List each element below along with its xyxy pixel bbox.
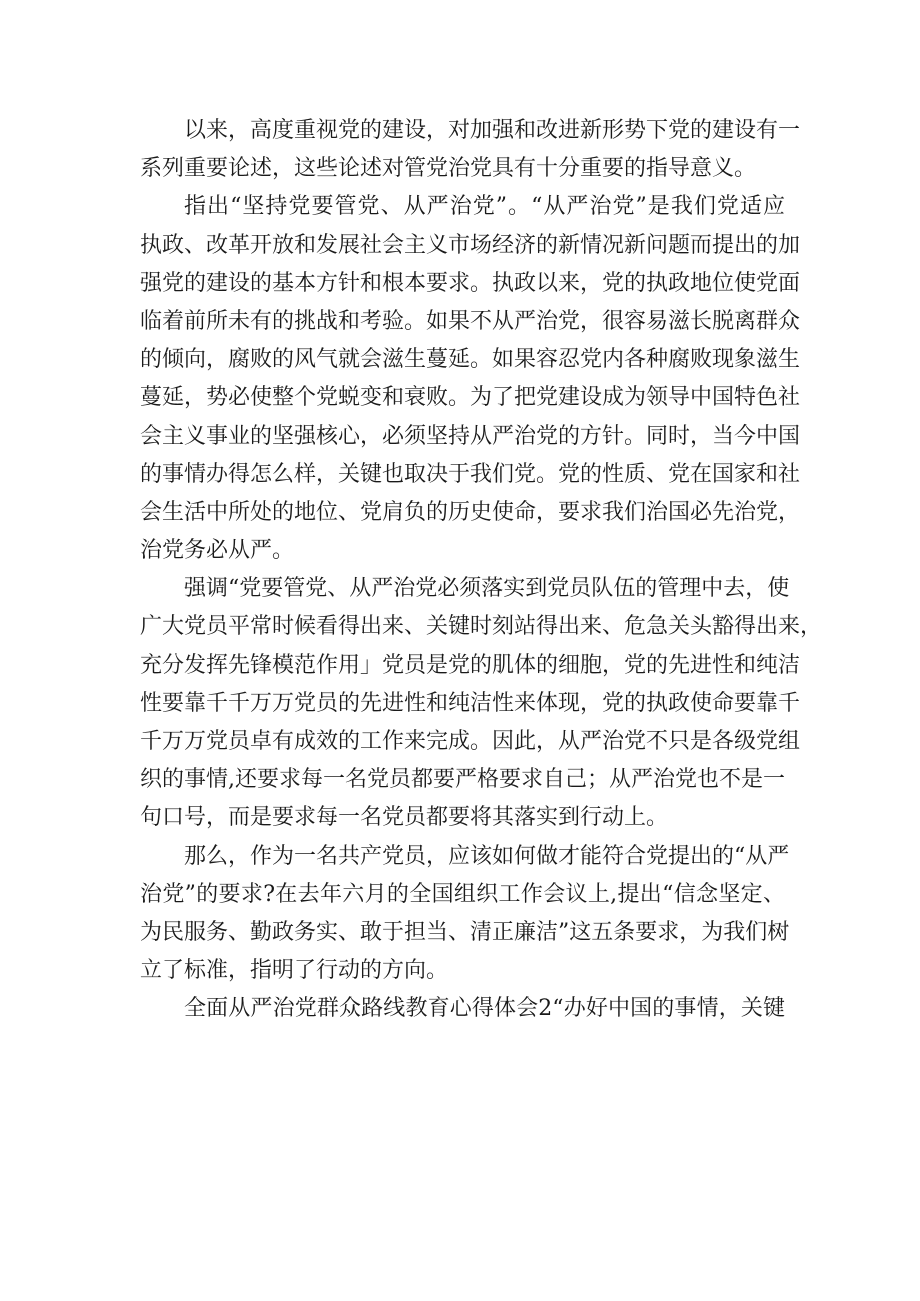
paragraph-5 [140,990,785,1028]
text-line: 广大党员平常时候看得出来、关键时刻站得出来、危急关头豁得出来， [140,614,823,640]
text-line: 治党务必从严。 [140,538,295,564]
text-line: 执政、改革开放和发展社会主义市场经济的新情况新问题而提出的加 [140,232,801,258]
text-line: 强党的建设的基本方针和根本要求。执政以来，党的执政地位使党面 [140,270,801,296]
paragraph-4 [140,838,790,991]
text-line: 性要靠千千万万党员的先进性和纯洁性来体现，党的执政使命要靠千 [140,690,801,716]
text-line: 系列重要论述，这些论述对管党治党具有十分重要的指导意义。 [140,156,757,182]
paragraph-2 [140,188,801,570]
text-line: 充分发挥先锋模范作用」党员是党的肌体的细胞，党的先进性和纯洁 [140,652,801,678]
text-line: 全面从严治党群众路线教育心得体会2“办好中国的事情，关键 [184,996,785,1022]
text-line: 强调“党要管党、从严治党必须落实到党员队伍的管理中去，使 [184,576,790,602]
text-line: 那么，作为一名共产党员，应该如何做才能符合党提出的“从严 [184,843,790,869]
text-line: 句口号，而是要求每一名党员都要将其落实到行动上。 [140,805,669,831]
text-line: 为民服务、勤政务实、敢于担当、清正廉洁”这五条要求，为我们树 [140,919,790,945]
document-body [140,112,823,1029]
text-line: 千万万党员卓有成效的工作来完成。因此，从严治党不只是各级党组 [140,729,801,754]
text-line: 织的事情,还要求每一名党员都要严格要求自己；从严治党也不是一 [140,767,785,793]
paragraph-1 [140,112,801,188]
text-line: 立了标准，指明了行动的方向。 [140,958,449,984]
text-line: 会生活中所处的地位、党肩负的历史使命，要求我们治国必先治党， [140,499,801,525]
text-line: 的倾向，腐败的风气就会滋生蔓延。如果容忍党内各种腐败现象滋生 [140,347,801,373]
text-line: 指出“坚持党要管党、从严治党”。“从严治党”是我们党适应 [184,194,785,220]
text-line: 的事情办得怎么样，关键也取决于我们党。党的性质、党在国家和社 [140,461,801,487]
text-line: 治党”的要求?在去年六月的全国组织工作会议上,提出“信念坚定、 [140,881,785,907]
text-line: 会主义事业的坚强核心，必须坚持从严治党的方针。同时，当今中国 [140,423,801,449]
paragraph-3 [140,570,823,837]
text-line: 蔓延，势必使整个党蜕变和衰败。为了把党建设成为领导中国特色社 [140,385,801,411]
text-line: 临着前所未有的挑战和考验。如果不从严治党，很容易滋长脱离群众 [140,308,801,334]
text-line: 以来，高度重视党的建设，对加强和改进新形势下党的建设有一 [184,118,801,143]
